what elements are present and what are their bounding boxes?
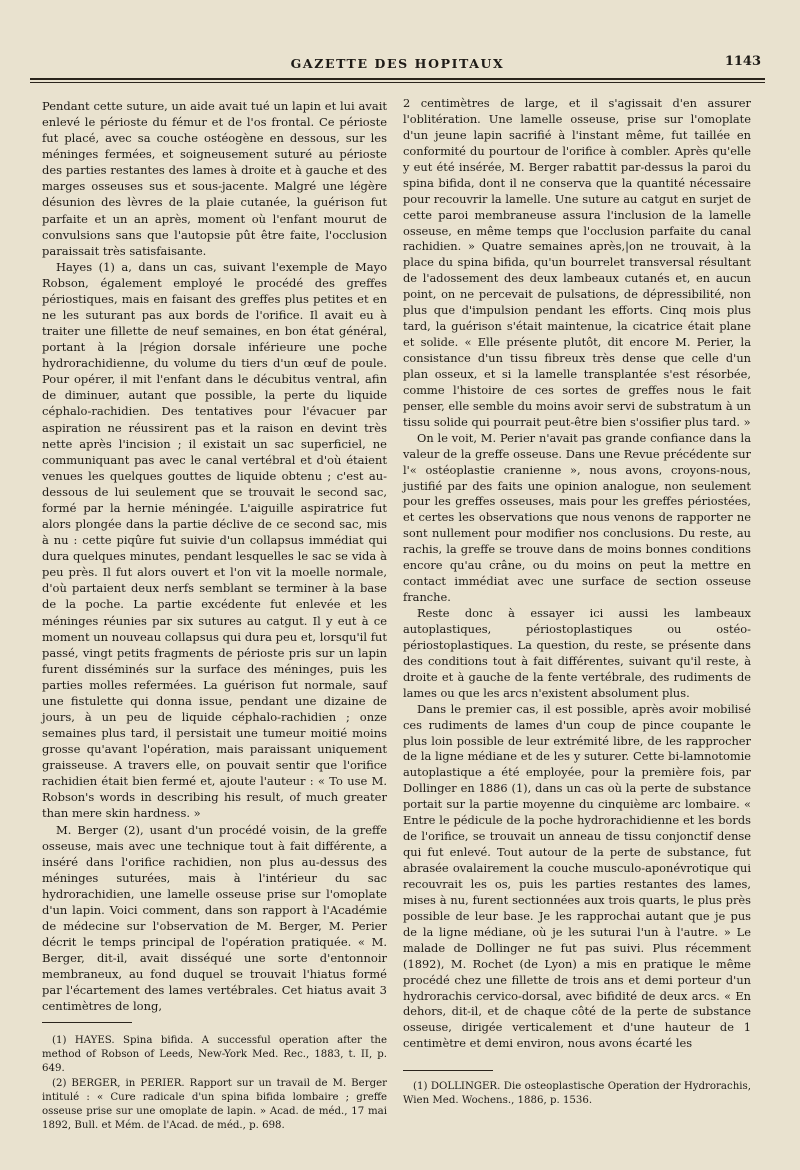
footnote: (2) BERGER, in PERIER. Rapport sur un travail de M. Berger intitulé : « Cure radicale d'un spina bifida lombaire ; greffe osseuse prise sur une omoplate de lapin. » Acad. de méd., 17 mai 1892, Bull. et Mém. de l'Acad. de méd., p. 698.: [42, 1078, 387, 1131]
header-rule-thin: [30, 82, 765, 83]
footnote: (1) DOLLINGER. Die osteoplastische Operation der Hydrorachis, Wien Med. Wochens., 1886, p. 1536.: [403, 1081, 751, 1106]
paragraph: 2 centimètres de large, et il s'agissait d'en assurer l'oblitération. Une lamelle osseuse, prise sur l'omoplate d'un jeune lapin sacrifié à l'instant même, fut taillée en conformité du pourtour de l'orifice à combler. Après qu'elle y eut été insérée, M. Berger rabattit par-dessus la paroi du spina bifida, dont il ne conserva que la quantité nécessaire pour recouvrir la lamelle. Une suture au catgut en surjet de cette paroi membraneuse assura l'inclusion de la lamelle osseuse, en même temps que l'occlusion parfaite du canal rachidien. » Quatre semaines après,|on ne trouvait, à la place du spina bifida, qu'un bourrelet transversal résultant de l'adossement des deux lambeaux cutanés et, en aucun point, on ne percevait de pulsations, de dépressibilité, non plus que d'impulsion pendant les efforts. Cinq mois plus tard, la guérison s'était maintenue, la cicatrice était plane et solide. « Elle présente plutôt, dit encore M. Perier, la consistance d'un tissu fibreux très dense que celle d'un plan osseux, et si la lamelle transplantée s'est résorbée, comme l'histoire de ces sortes de greffes nous le fait penser, elle semble du moins avoir servi de substratum à un tissu solide qui pourrait peut-être bien s'ossifier plus tard. »: [403, 96, 751, 429]
page-number: 1143: [724, 54, 761, 69]
paragraph: On le voit, M. Perier n'avait pas grande confiance dans la valeur de la greffe osseuse. Dans une Revue précédente sur l'« ostéoplastie cranienne », nous avons, croyons-nous, justifié par des faits une opinion analogue, non seulement pour les greffes osseuses, mais pour les greffes périostées, et certes les observations que nous venons de rapporter ne sont nullement pour modifier nos conclusions. Du reste, au rachis, la greffe se trouve dans de moins bonnes conditions encore qu'au crâne, ou du moins on peut la mettre en contact immédiat avec une surface de section osseuse franche.: [403, 430, 751, 605]
journal-title: GAZETTE DES HOPITAUX: [290, 56, 505, 71]
paragraph: Reste donc à essayer ici aussi les lambeaux autoplastiques, périostoplastiques ou ostéo-périostoplastiques. La question, du reste, se présente dans des conditions tout à fait différentes, suivant qu'il reste, à droite et à gauche de la fente vertébrale, des rudiments de lames ou que les arcs n'existent absolument plus.: [403, 606, 751, 700]
paragraph: M. Berger (2), usant d'un procédé voisin, de la greffe osseuse, mais avec une technique tout à fait différente, a inséré dans l'orifice rachidien, non plus au-dessus des méninges suturées, mais à l'intérieur du sac hydrorachidien, une lamelle osseuse prise sur l'omoplate d'un lapin. Voici comment, dans son rapport à l'Académie de médecine sur l'observation de M. Berger, M. Perier décrit le temps principal de l'opération pratiquée. « M. Berger, dit-il, avait disséqué une sorte d'entonnoir membraneux, au fond duquel se trouvait l'hiatus formé par l'écartement des lames vertébrales. Cet hiatus avait 3 centimètres de long,: [42, 822, 387, 1014]
footnotes-left: [42, 1034, 387, 1134]
page-header: [30, 50, 765, 74]
footnote-rule-left: [42, 1022, 132, 1023]
paragraph: Pendant cette suture, un aide avait tué un lapin et lui avait enlevé le périoste du fémur et de l'os frontal. Ce périoste fut placé, avec sa couche ostéogène en dessous, sur les méninges fermées, et soigneusement suturé au périoste des parties restantes des lames à droite et à gauche et des marges osseuses sus et sous-jacente. Malgré une légère désunion des lèvres de la plaie cutanée, la guérison fut parfaite et un an après, moment où l'enfant mourut de convulsions sans que l'autopsie pût être faite, l'occlusion paraissait très satisfaisante.: [42, 99, 387, 258]
header-rule: [30, 78, 765, 80]
footnote-rule-right: [403, 1070, 493, 1071]
right-column: [403, 96, 751, 1052]
paragraph: Hayes (1) a, dans un cas, suivant l'exemple de Mayo Robson, également employé le procédé des greffes périostiques, mais en faisant des greffes plus petites et en ne les suturant pas aux bords de l'orifice. Il avait eu à traiter une fillette de neuf semaines, en bon état général, portant à la |région dorsale inférieure une poche hydrorachidienne, du volume du tiers d'un œuf de poule. Pour opérer, il mit l'enfant dans le décubitus ventral, afin de diminuer, autant que possible, la perte du liquide céphalo-rachidien. Des tentatives pour l'évacuer par aspiration ne réussirent pas et la raison en devint très nette après l'incision ; il existait un sac superficiel, ne communiquant pas avec le canal vertébral et d'où étaient venues les quelques gouttes de liquide obtenu ; c'est au-dessous de lui seulement que se trouvait le second sac, formé par la hernie méningée. L'aiguille aspiratrice fut alors plongée dans la partie déclive de ce second sac, mis à nu : cette piqûre fut suivie d'un collapsus immédiat qui dura quelques minutes, pendant lesquelles le sac se vida à peu près. Il fut alors ouvert et l'on vit la moelle normale, d'où partaient deux nerfs semblant se terminer à la base de la poche. La partie excédente fut enlevée et les méninges réunies par six sutures au catgut. Il y eut à ce moment un nouveau collapsus qui dura peu et, lorsqu'il fut passé, vingt petits fragments de périoste pris sur un lapin furent disséminés sur la surface des méninges, puis les parties molles refermées. La guérison fut normale, sauf une fistulette qui donna issue, pendant une dizaine de jours, à un peu de liquide céphalo-rachidien ; onze semaines plus tard, il persistait une tumeur moitié moins grosse qu'avant l'opération, mais paraissant uniquement graisseuse. A travers elle, on pouvait sentir que l'orifice rachidien était bien fermé et, ajoute l'auteur : « To use M. Robson's words in describing his result, of much greater than mere skin hardness. »: [42, 259, 387, 821]
footnote: (1) HAYES. Spina bifida. A successful operation after the method of Robson of Leeds, New-York Med. Rec., 1883, t. II, p. 649.: [42, 1035, 387, 1074]
left-column: [42, 98, 387, 1014]
footnotes-right: [403, 1080, 751, 1109]
paragraph: Dans le premier cas, il est possible, après avoir mobilisé ces rudiments de lames d'un coup de pince coupante le plus loin possible de leur extrémité libre, de les rapprocher de la ligne médiane et de les y suturer. Cette bi-lamnotomie autoplastique a été employée, pour la première fois, par Dollinger en 1886 (1), dans un cas où la perte de substance portait sur la partie moyenne du cinquième arc lombaire. « Entre le pédicule de la poche hydrorachidienne et les bords de l'orifice, se trouvait un anneau de tissu conjonctif dense qui fut enlevé. Tout autour de la perte de substance, fut abrasée ovalairement la couche musculo-aponévrotique qui recouvrait les os, puis les parties restantes des lames, mises à nu, furent sectionnées aux trois quarts, le plus près possible de leur base. Je les rapprochai autant que je pus de la ligne médiane, où je les suturai l'un à l'autre. » Le malade de Dollinger ne fut pas suivi. Plus récemment (1892), M. Rochet (de Lyon) a mis en pratique le même procédé chez une fillette de trois ans et demi porteur d'un hydrorachis cervico-dorsal, avec bifidité de deux arcs. « En dehors, dit-il, et de chaque côté de la perte de substance osseuse, dirigée verticalement et d'une hauteur de 1 centimètre et demi environ, nous avons écarté les: [403, 701, 751, 1051]
